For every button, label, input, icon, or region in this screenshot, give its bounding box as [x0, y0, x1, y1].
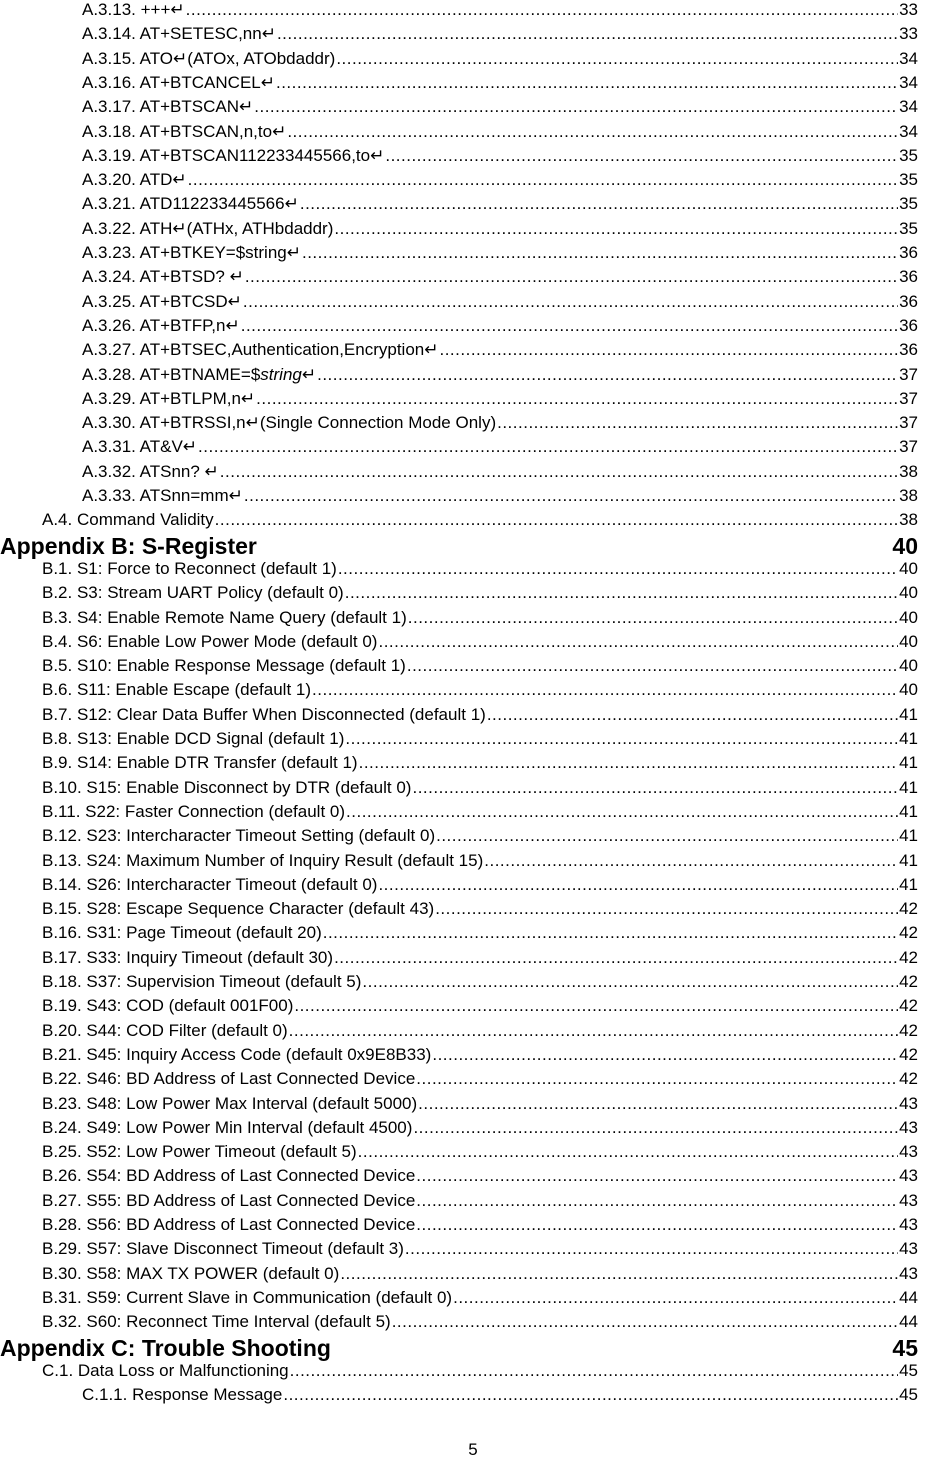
toc-entry[interactable] — [82, 486, 918, 506]
toc-page-number: 33 — [899, 0, 918, 19]
toc-entry[interactable] — [42, 1288, 918, 1308]
toc-page-number: 37 — [899, 413, 918, 433]
toc-page-number: 36 — [899, 315, 918, 335]
toc-entry-title: A.3.31. AT&V↵ — [82, 437, 198, 457]
dot-leader — [256, 389, 898, 409]
dot-leader — [300, 194, 898, 214]
dot-leader — [198, 437, 898, 457]
toc-page-number: 36 — [899, 243, 918, 262]
toc-entry[interactable] — [42, 1118, 918, 1138]
toc-entry[interactable] — [42, 1166, 918, 1186]
toc-entry-title: Appendix C: Trouble Shooting — [0, 1334, 331, 1361]
toc-page-number: 43 — [899, 1239, 918, 1259]
toc-page-number: 42 — [899, 1069, 918, 1089]
toc-entry-title: B.14. S26: Intercharacter Timeout (default 0) — [42, 874, 378, 894]
toc-entry[interactable] — [42, 1045, 918, 1065]
toc-entry[interactable] — [82, 389, 918, 409]
toc-entry[interactable] — [42, 802, 918, 822]
toc-entry[interactable] — [82, 462, 918, 482]
toc-entry-title: B.16. S31: Page Timeout (default 20) — [42, 923, 322, 943]
toc-page-number: 42 — [899, 1020, 918, 1040]
toc-entry-title: B.1. S1: Force to Reconnect (default 1) — [42, 558, 337, 578]
toc-entry[interactable] — [42, 608, 918, 628]
toc-entry-title: A.3.33. ATSnn=mm↵ — [82, 486, 243, 505]
dot-leader — [340, 1264, 898, 1284]
dot-leader — [186, 0, 898, 20]
toc-entry[interactable] — [42, 583, 918, 603]
dot-leader — [283, 1385, 898, 1405]
dot-leader — [497, 413, 898, 433]
toc-page-number: 43 — [899, 1190, 918, 1210]
dot-leader — [334, 948, 898, 968]
toc-entry[interactable] — [82, 122, 918, 142]
toc-entry[interactable] — [82, 365, 918, 385]
toc-entry-title: B.31. S59: Current Slave in Communication (default 0) — [42, 1287, 453, 1307]
toc-entry[interactable] — [42, 1142, 918, 1162]
dot-leader — [408, 608, 898, 628]
dot-leader — [346, 802, 898, 822]
toc-entry-title: A.3.22. ATH↵(ATHx, ATHbdaddr) — [82, 218, 334, 238]
toc-page-number: 37 — [899, 437, 918, 457]
toc-page-number: 40 — [899, 680, 918, 700]
toc-entry[interactable] — [82, 316, 918, 336]
dot-leader — [345, 583, 898, 603]
toc-page-number: 38 — [899, 486, 918, 505]
dot-leader — [243, 292, 898, 312]
toc-page-number: 45 — [899, 1385, 918, 1405]
toc-page-number: 42 — [899, 996, 918, 1016]
toc-entry[interactable] — [82, 437, 918, 457]
dot-leader — [312, 680, 898, 700]
toc-entry[interactable] — [42, 1312, 918, 1332]
toc-entry-title: A.3.20. ATD↵ — [82, 170, 187, 190]
toc-entry[interactable] — [82, 49, 918, 69]
toc-entry-title: A.3.32. ATSnn? ↵ — [82, 461, 219, 481]
dot-leader — [294, 996, 898, 1016]
dot-leader — [378, 875, 898, 895]
dot-leader — [435, 899, 898, 919]
toc-entry-title: A.3.30. AT+BTRSSI,n↵(Single Connection Mode Only) — [82, 413, 497, 433]
dot-leader — [418, 1094, 898, 1114]
toc-entry-title: A.3.29. AT+BTLPM,n↵ — [82, 388, 256, 408]
toc-entry[interactable] — [82, 1385, 918, 1405]
toc-page-number: 36 — [899, 267, 918, 287]
toc-entry-title: A.4. Command Validity — [42, 510, 214, 530]
toc-page-number: 34 — [899, 121, 918, 141]
toc-entry[interactable] — [82, 170, 918, 190]
toc-page-number: 34 — [899, 48, 918, 68]
dot-leader — [336, 49, 898, 69]
toc-page-number: 41 — [899, 826, 918, 846]
toc-page-number: 38 — [899, 461, 918, 481]
toc-entry[interactable] — [42, 1069, 918, 1089]
dot-leader — [439, 340, 898, 360]
toc-entry-title: B.27. S55: BD Address of Last Connected Device — [42, 1190, 416, 1210]
toc-entry-title: B.13. S24: Maximum Number of Inquiry Result (default 15) — [42, 850, 484, 870]
toc-entry-title: A.3.15. ATO↵(ATOx, ATObdaddr) — [82, 48, 336, 68]
toc-entry[interactable] — [42, 899, 918, 919]
dot-leader — [416, 1215, 898, 1235]
toc-entry-title: Appendix B: S-Register — [0, 532, 257, 559]
toc-page-number: 43 — [899, 1117, 918, 1137]
toc-entry-title: A.3.25. AT+BTCSD↵ — [82, 291, 242, 311]
toc-entry[interactable] — [42, 1239, 918, 1259]
toc-entry[interactable] — [82, 97, 918, 117]
dot-leader — [244, 486, 898, 506]
toc-entry[interactable] — [42, 1264, 918, 1284]
dot-leader — [412, 778, 898, 798]
toc-entry[interactable] — [82, 219, 918, 239]
toc-entry-title: A.3.27. AT+BTSEC,Authentication,Encryption↵ — [82, 340, 439, 360]
dot-leader — [345, 729, 898, 749]
toc-entry-title: B.3. S4: Enable Remote Name Query (default 1) — [42, 607, 407, 627]
dot-leader — [245, 267, 898, 287]
toc-entry[interactable] — [42, 1215, 918, 1235]
toc-page-number: 44 — [899, 1312, 918, 1332]
toc-entry[interactable] — [42, 875, 918, 895]
dot-leader — [276, 73, 898, 93]
toc-page-number: 41 — [899, 801, 918, 821]
toc-page-number: 40 — [899, 583, 918, 603]
toc-page-number: 35 — [899, 145, 918, 165]
toc-entry[interactable] — [82, 243, 918, 263]
toc-entry[interactable] — [42, 1021, 918, 1041]
dot-leader — [254, 97, 898, 117]
toc-entry-title: B.9. S14: Enable DTR Transfer (default 1) — [42, 753, 358, 773]
dot-leader — [277, 24, 898, 44]
dot-leader — [359, 753, 898, 773]
toc-appendix-heading[interactable] — [0, 1335, 918, 1362]
toc-entry-title: B.10. S15: Enable Disconnect by DTR (default 0) — [42, 777, 412, 797]
toc-entry-title: B.21. S45: Inquiry Access Code (default 0x9E8B33) — [42, 1044, 432, 1064]
toc-entry[interactable] — [42, 778, 918, 798]
toc-entry-title: A.3.26. AT+BTFP,n↵ — [82, 315, 240, 335]
dot-leader — [215, 510, 898, 530]
toc-page-number: 43 — [899, 1142, 918, 1162]
toc-page-number: 38 — [899, 510, 918, 530]
dot-leader — [416, 1166, 898, 1186]
toc-entry-title: B.6. S11: Enable Escape (default 1) — [42, 680, 312, 700]
dot-leader — [290, 1361, 898, 1381]
toc-entry[interactable] — [42, 632, 918, 652]
dot-leader — [378, 632, 898, 652]
toc-entry[interactable] — [42, 510, 918, 530]
toc-page-number: 36 — [899, 291, 918, 311]
toc-page-number: 44 — [899, 1287, 918, 1307]
toc-entry-title: A.3.21. ATD112233445566↵ — [82, 194, 299, 214]
dot-leader — [432, 1045, 898, 1065]
toc-entry-title: A.3.18. AT+BTSCAN,n,to↵ — [82, 121, 287, 141]
toc-entry[interactable] — [42, 826, 918, 846]
toc-page-number: 41 — [899, 753, 918, 773]
toc-page-number: 41 — [899, 874, 918, 894]
toc-page-number: 45 — [892, 1334, 918, 1361]
toc-page-number: 43 — [899, 1093, 918, 1113]
toc-page-number: 40 — [892, 532, 918, 559]
dot-leader — [317, 365, 898, 385]
dot-leader — [405, 1239, 898, 1259]
toc-entry-title: B.19. S43: COD (default 001F00) — [42, 996, 294, 1016]
dot-leader — [188, 170, 898, 190]
toc-entry-title: A.3.16. AT+BTCANCEL↵ — [82, 72, 275, 92]
dot-leader — [484, 851, 898, 871]
toc-entry-title: C.1.1. Response Message — [82, 1385, 283, 1405]
toc-entry[interactable] — [42, 923, 918, 943]
toc-entry[interactable] — [82, 0, 918, 20]
dot-leader — [241, 316, 898, 336]
toc-entry-title: A.3.28. AT+BTNAME=$string↵ — [82, 364, 317, 384]
toc-page-number: 42 — [899, 1044, 918, 1064]
toc-page-number: 43 — [899, 1215, 918, 1234]
toc-page-number: 35 — [899, 194, 918, 214]
toc-entry-title: A.3.14. AT+SETESC,nn↵ — [82, 24, 276, 44]
toc-page-number: 41 — [899, 850, 918, 870]
toc-entry-title: A.3.13. +++↵ — [82, 0, 185, 19]
toc-entry-title: B.5. S10: Enable Response Message (default 1) — [42, 656, 406, 676]
toc-entry-title: B.4. S6: Enable Low Power Mode (default 0) — [42, 631, 378, 651]
toc-entry[interactable] — [42, 1191, 918, 1211]
toc-page-number: 42 — [899, 899, 918, 919]
toc-page-number: 45 — [899, 1360, 918, 1380]
toc-page-number: 40 — [899, 607, 918, 627]
toc-page-number: 37 — [899, 388, 918, 408]
toc-entry-title: B.7. S12: Clear Data Buffer When Disconnected (default 1) — [42, 704, 486, 724]
dot-leader — [334, 219, 898, 239]
toc-page-number: 42 — [899, 923, 918, 943]
toc-entry-title: B.23. S48: Low Power Max Interval (default 5000) — [42, 1093, 418, 1113]
toc-entry-title: B.32. S60: Reconnect Time Interval (default 5) — [42, 1312, 391, 1332]
toc-entry-title: B.24. S49: Low Power Min Interval (default 4500) — [42, 1117, 413, 1137]
dot-leader — [287, 122, 898, 142]
dot-leader — [385, 146, 898, 166]
toc-entry-title: B.22. S46: BD Address of Last Connected Device — [42, 1069, 416, 1089]
toc-entry-title: B.29. S57: Slave Disconnect Timeout (default 3) — [42, 1239, 404, 1259]
toc-page-number: 43 — [899, 1166, 918, 1186]
dot-leader — [407, 656, 898, 676]
toc-entry-title: B.20. S44: COD Filter (default 0) — [42, 1020, 288, 1040]
dot-leader — [358, 1142, 898, 1162]
toc-entry[interactable] — [42, 972, 918, 992]
toc-entry[interactable] — [42, 1094, 918, 1114]
toc-entry-title: C.1. Data Loss or Malfunctioning — [42, 1360, 289, 1380]
page-number: 5 — [468, 1440, 478, 1459]
toc-entry-title: A.3.17. AT+BTSCAN↵ — [82, 97, 254, 117]
toc-entry[interactable] — [42, 680, 918, 700]
dot-leader — [392, 1312, 898, 1332]
toc-entry[interactable] — [82, 413, 918, 433]
toc-entry[interactable] — [42, 729, 918, 749]
toc-entry-title: A.3.19. AT+BTSCAN112233445566,to↵ — [82, 145, 385, 165]
dot-leader — [289, 1021, 898, 1041]
toc-entry[interactable] — [42, 705, 918, 725]
toc-entry-title: B.25. S52: Low Power Timeout (default 5) — [42, 1142, 357, 1162]
dot-leader — [413, 1118, 898, 1138]
dot-leader — [416, 1069, 898, 1089]
toc-page-number: 41 — [899, 777, 918, 797]
toc-entry[interactable] — [42, 1361, 918, 1381]
toc-page-number: 35 — [899, 218, 918, 238]
toc-page-number: 34 — [899, 72, 918, 92]
toc-entry-title: B.11. S22: Faster Connection (default 0) — [42, 801, 346, 821]
toc-entry[interactable] — [42, 851, 918, 871]
toc-entry[interactable] — [42, 559, 918, 579]
toc-entry-title: A.3.23. AT+BTKEY=$string↵ — [82, 243, 301, 262]
toc-entry-title: B.12. S23: Intercharacter Timeout Setting (default 0) — [42, 826, 436, 846]
toc-entry[interactable] — [82, 340, 918, 360]
toc-page-number: 35 — [899, 170, 918, 190]
toc-page-number: 42 — [899, 947, 918, 967]
toc-entry-title: B.18. S37: Supervision Timeout (default 5) — [42, 972, 362, 991]
toc-entry-title: B.17. S33: Inquiry Timeout (default 30) — [42, 947, 334, 967]
toc-entry-title: B.28. S56: BD Address of Last Connected Device — [42, 1215, 416, 1234]
toc-entry[interactable] — [82, 146, 918, 166]
toc-entry[interactable] — [42, 996, 918, 1016]
dot-leader — [487, 705, 898, 725]
dot-leader — [302, 243, 898, 263]
toc-entry-title: B.15. S28: Escape Sequence Character (default 43) — [42, 899, 435, 919]
toc-entry[interactable] — [42, 948, 918, 968]
toc-page-number: 40 — [899, 631, 918, 651]
toc-entry-title: B.30. S58: MAX TX POWER (default 0) — [42, 1263, 340, 1283]
dot-leader — [453, 1288, 898, 1308]
toc-entry-title: A.3.24. AT+BTSD? ↵ — [82, 267, 244, 287]
toc-page-number: 34 — [899, 97, 918, 117]
toc-entry[interactable] — [42, 753, 918, 773]
toc-page-number: 36 — [899, 340, 918, 360]
toc-entry[interactable] — [82, 267, 918, 287]
toc-entry[interactable] — [42, 656, 918, 676]
toc-entry[interactable] — [82, 73, 918, 93]
toc-page-number: 42 — [899, 972, 918, 991]
toc-page-number: 41 — [899, 704, 918, 724]
toc-page-number: 41 — [899, 729, 918, 748]
dot-leader — [220, 462, 898, 482]
dot-leader — [436, 826, 898, 846]
dot-leader — [323, 923, 898, 943]
toc-page-number: 40 — [899, 558, 918, 578]
toc-entry-title: B.8. S13: Enable DCD Signal (default 1) — [42, 729, 345, 748]
toc-entry-title: B.2. S3: Stream UART Policy (default 0) — [42, 583, 344, 603]
toc-entry[interactable] — [82, 24, 918, 44]
dot-leader — [416, 1191, 898, 1211]
dot-leader — [362, 972, 898, 992]
toc-page-number: 33 — [899, 24, 918, 44]
toc-page-number: 40 — [899, 656, 918, 676]
toc-entry-title: B.26. S54: BD Address of Last Connected Device — [42, 1166, 416, 1186]
toc-page-number: 37 — [899, 364, 918, 384]
toc-page-number: 43 — [899, 1263, 918, 1283]
dot-leader — [338, 559, 898, 579]
toc-entry[interactable] — [82, 194, 918, 214]
toc-entry[interactable] — [82, 292, 918, 312]
toc-appendix-heading[interactable] — [0, 533, 918, 560]
